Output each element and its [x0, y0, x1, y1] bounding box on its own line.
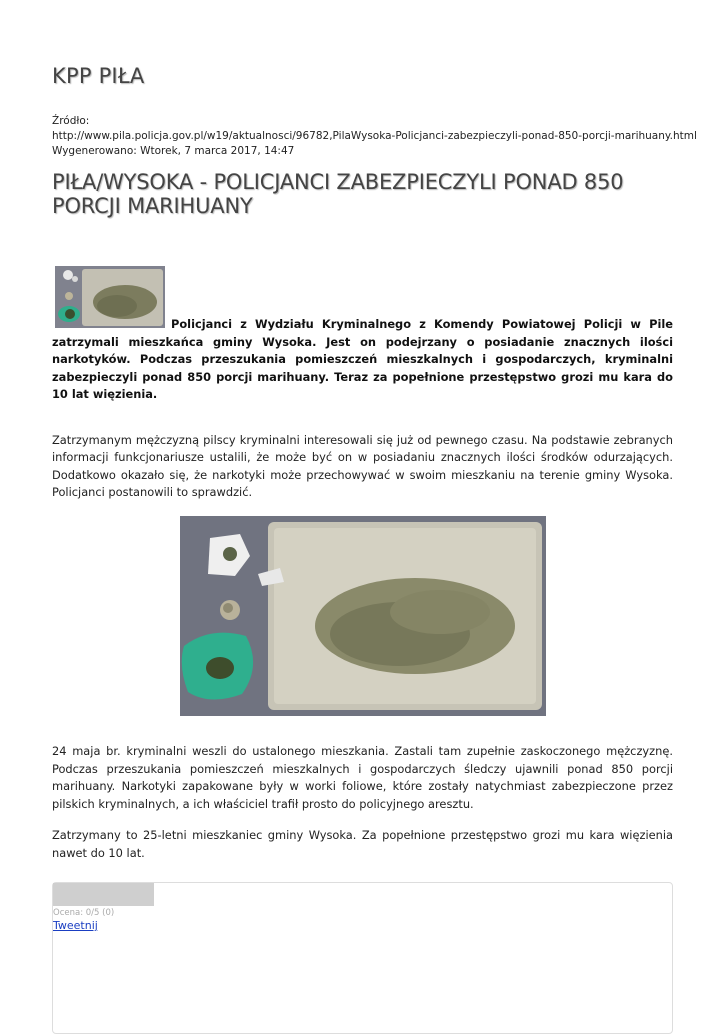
site-title: KPP PIŁA: [52, 64, 145, 88]
evidence-photo: [180, 516, 546, 716]
article-thumbnail: [55, 266, 165, 328]
paragraph-2: 24 maja br. kryminalni weszli do ustalonego mieszkania. Zastali tam zupełnie zaskoczonego mężczyznę. Podczas przeszukania pomieszczeń mieszkalnych i gospodarczych śledczy ujawnili ponad 850 porcji marihuany. Narkotyki zapakowane były w worki foliowe, które zostały natychmiast zabezpieczone przez pilskich kryminalnych, a ich właściciel trafił prosto do policyjnego aresztu.: [52, 744, 673, 811]
paragraph-1: Zatrzymanym mężczyzną pilscy kryminalni interesowali się już od pewnego czasu. Na podstawie zebranych informacji funkcjonariusze ustalili, że może być on w posiadaniu znacznych ilości środków odurzających. Dodatkowo okazało się, że narkotyki może przechowywać w swoim mieszkaniu na terenie gminy Wysoka. Policjanci postanowili to sprawdzić.: [52, 432, 673, 499]
source-meta: [52, 114, 697, 159]
source-url: http://www.pila.policja.gov.pl/w19/aktualnosci/96782,PilaWysoka-Policjanci-zabezpieczyli-ponad-850-porcji-marihuany.html: [52, 130, 697, 142]
rating-widget: [52, 882, 673, 1034]
article-content: [52, 264, 673, 876]
paragraph-3: Zatrzymany to 25-letni mieszkaniec gminy Wysoka. Za popełnione przestępstwo grozi mu kara więzienia nawet do 10 lat.: [52, 828, 673, 860]
lead-paragraph: Policjanci z Wydziału Kryminalnego z Komendy Powiatowej Policji w Pile zatrzymali mieszkańca gminy Wysoka. Jest on podejrzany o posiadanie znacznych ilości narkotyków. Podczas przeszukania pomieszczeń mieszkalnych i gospodarczych, kryminalni zabezpieczyli ponad 850 porcji marihuany. Teraz za popełnione przestępstwo grozi mu kara do 10 lat więzienia.: [52, 317, 673, 401]
source-label: Źródło:: [52, 115, 90, 127]
generated-date: Wygenerowano: Wtorek, 7 marca 2017, 14:47: [52, 145, 295, 157]
article-title: PIŁA/WYSOKA - POLICJANCI ZABEZPIECZYLI PONAD 850 PORCJI MARIHUANY: [52, 170, 624, 218]
rating-stars-bar[interactable]: [53, 883, 154, 906]
rating-text: Ocena: 0/5 (0): [53, 908, 115, 918]
tweet-link[interactable]: Tweetnij: [53, 919, 98, 932]
